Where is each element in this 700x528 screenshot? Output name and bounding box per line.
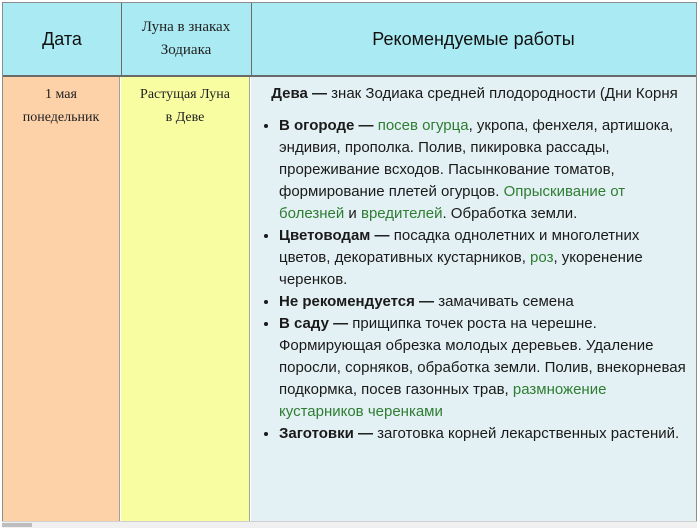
works-list: [261, 115, 688, 445]
works-item-title: В саду —: [279, 315, 349, 332]
works-item-title: Заготовки —: [279, 425, 374, 442]
date-weekday: понедельник: [22, 110, 100, 125]
works-link[interactable]: роз: [530, 249, 554, 266]
cell-recommended-works: [251, 77, 696, 521]
works-item-title: В огороде —: [279, 117, 374, 134]
works-link[interactable]: Опрыскивание от болезней: [279, 183, 626, 222]
cell-date: [3, 77, 120, 521]
zodiac-summary-text: знак Зодиака средней плодородности (Дни Корня: [327, 85, 678, 102]
moon-phase-line2: в Деве: [165, 110, 205, 125]
moon-phase-line1: Растущая Луна: [140, 87, 230, 102]
works-item-title: Не рекомендуется —: [279, 293, 435, 310]
works-item-text: , укропа, фенхеля, артишока, эндивия, прополка. Полив, пикировка рассады, прореживание всходов. Пасынкование томатов, формирование плетей огурцов.: [279, 117, 674, 200]
works-list-item: [279, 291, 688, 313]
header-moon-zodiac: Луна в знаках Зодиака: [121, 3, 252, 75]
works-item-text: . Обработка земли.: [442, 205, 578, 222]
zodiac-sign: Дева —: [271, 85, 327, 102]
zodiac-summary: [261, 83, 688, 105]
works-list-item: [279, 115, 688, 225]
header-date: Дата: [3, 3, 122, 75]
table-header: [3, 3, 696, 77]
works-list-item: [279, 225, 688, 291]
header-recommended-works: Рекомендуемые работы: [372, 28, 575, 49]
works-item-text: и: [344, 205, 361, 222]
works-item-text: прищипка точек роста на черешне. Формирующая обрезка молодых деревьев. Удаление поросли, сорняков, обработка земли. Полив, внекорневая подкормка, посев газонных трав,: [279, 315, 686, 398]
works-link[interactable]: размножение кустарников черенками: [279, 381, 607, 420]
works-link[interactable]: посев огурца: [377, 117, 469, 134]
date-day: 1 мая: [45, 87, 77, 102]
works-list-item: [279, 423, 688, 445]
lunar-calendar-table: [2, 2, 697, 522]
works-item-text: заготовка корней лекарственных растений.: [373, 425, 680, 442]
works-list-item: [279, 313, 688, 423]
cell-moon-phase: [121, 77, 250, 521]
works-item-text: посадка однолетних и многолетних цветов, декоративных кустарников,: [279, 227, 640, 266]
works-item-title: Цветоводам —: [279, 227, 390, 244]
works-link[interactable]: вредителей: [360, 205, 443, 222]
works-item-text: , укоренение черенков.: [279, 249, 643, 288]
scrollbar-thumb[interactable]: [2, 523, 32, 527]
works-item-text: замачивать семена: [434, 293, 574, 310]
